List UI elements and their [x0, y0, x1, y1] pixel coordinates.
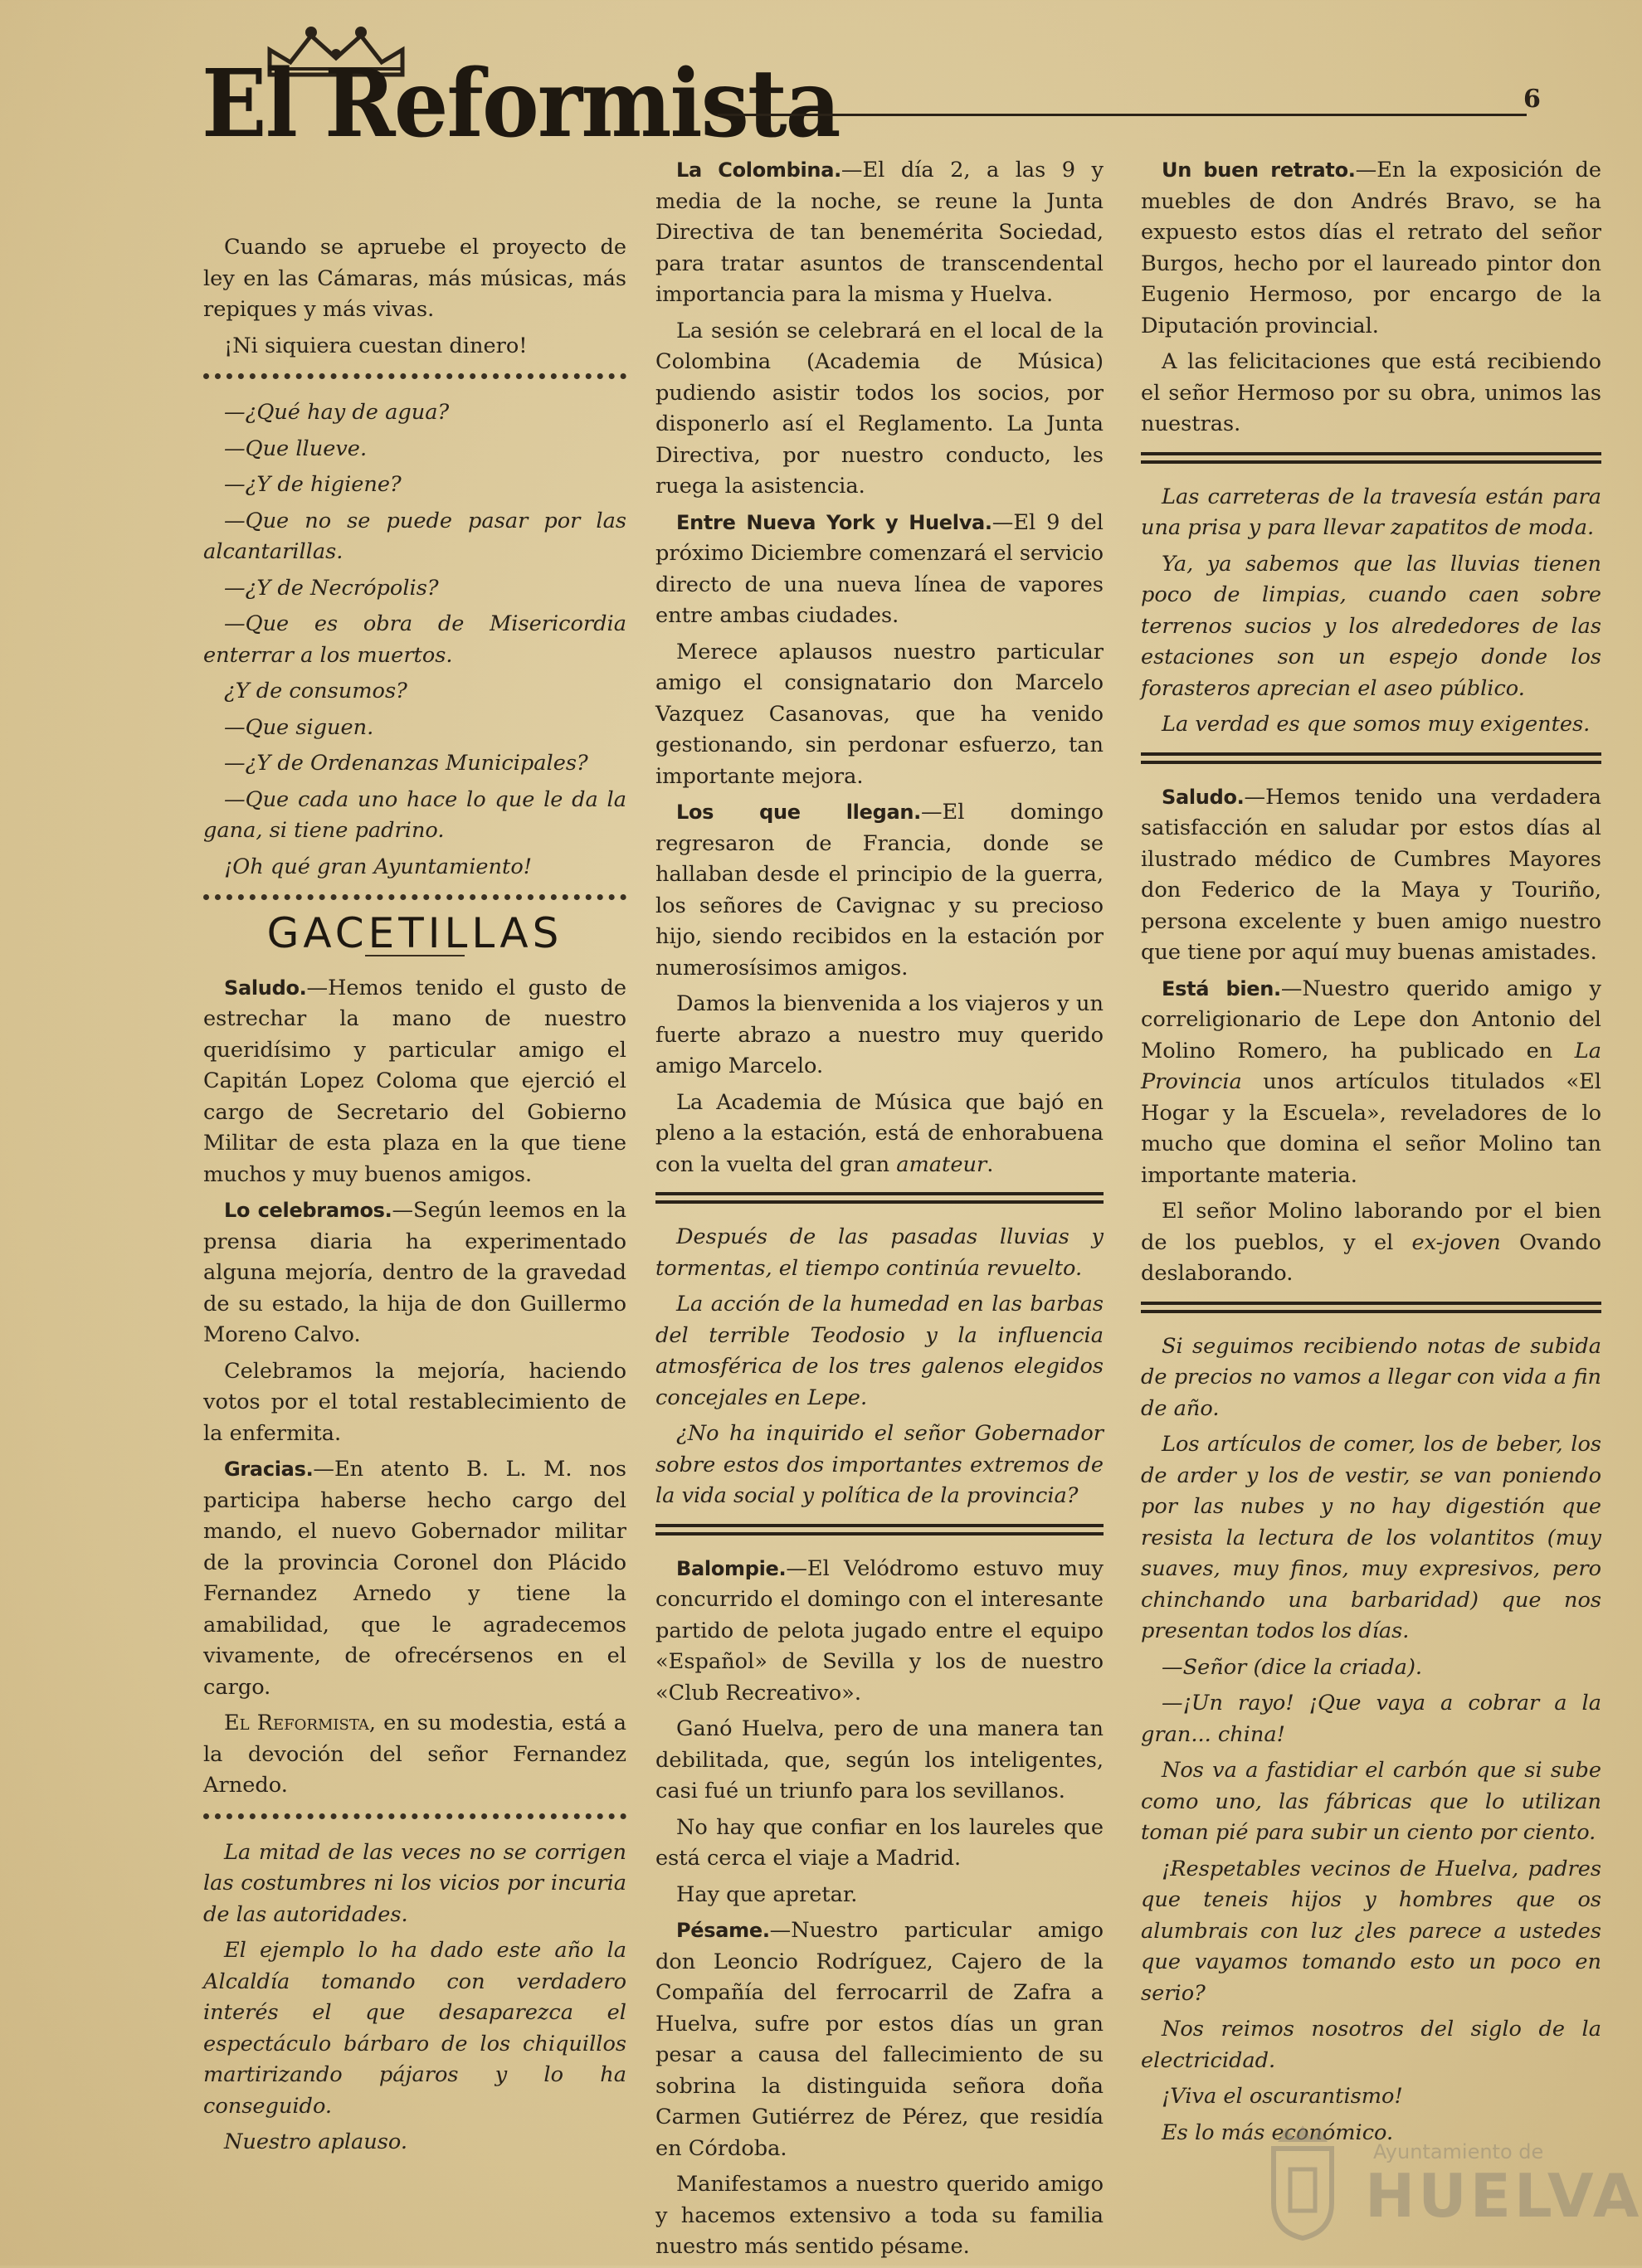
- closing-paragraph: Nuestro aplauso.: [224, 2129, 408, 2154]
- page-number: 6: [1523, 85, 1541, 114]
- dialogue-line: —Que llueve.: [224, 436, 368, 461]
- dotted-separator: [203, 1813, 626, 1819]
- article-saludo-2: Saludo.—Hemos tenido una verdadera satisfacción en saludar por estos días al ilustrado médico de Cumbres Mayores don Federico de la Maya y Touriño, persona excelente y buen amigo nuestro que tiene por aquí muy buenas amistades.: [1141, 784, 1601, 965]
- double-rule-separator: [1141, 752, 1601, 764]
- article-retrato: Un buen retrato.—En la exposición de muebles de don Andrés Bravo, se ha expuesto estos días el retrato del señor Burgos, hecho por el laureado pintor don Eugenio Hermoso, por encargo de la Diputación provincial.: [1141, 158, 1602, 338]
- dialogue-line: —Que siguen.: [224, 714, 374, 740]
- commentary-paragraph: La verdad es que somos muy exigentes.: [1162, 712, 1591, 737]
- dialogue-line: —Que es obra de Misericordia enterrar a los muertos.: [203, 611, 626, 668]
- intro-paragraph: ¡Ni siquiera cuestan dinero!: [224, 333, 528, 358]
- article-colombina: La Colombina.—El día 2, a las 9 y media de la noche, se reune la Junta Directiva de tan benemérita Sociedad, para tratar asuntos de transcendental importancia para la misma y Huelva.: [655, 158, 1104, 307]
- article-heading: Gracias.: [224, 1458, 314, 1481]
- article-paragraph: A las felicitaciones que está recibiendo el señor Hermoso por su obra, unimos las nuestras.: [1141, 349, 1601, 436]
- column-3: [1141, 155, 1601, 2154]
- dialogue-line: —Que no se puede pasar por las alcantarillas.: [203, 508, 626, 564]
- commentary-paragraph: —¡Un rayo! ¡Que vaya a cobrar a la gran... china!: [1141, 1691, 1601, 1747]
- watermark-line-1: Ayuntamiento de: [1373, 2140, 1544, 2163]
- column-1: [203, 232, 626, 2163]
- column-2: [655, 155, 1104, 2268]
- article-paragraph: Hay que apretar.: [676, 1881, 858, 1907]
- commentary-paragraph: Nos va a fastidiar el carbón que si sube como uno, las fábricas que lo utilizan toman pié para subir un ciento por ciento.: [1141, 1758, 1601, 1845]
- huelva-shield-icon: [1261, 2124, 1344, 2240]
- double-rule-separator: [1141, 452, 1601, 464]
- article-paragraph: Celebramos la mejoría, haciendo votos por el total restablecimiento de la enfermita.: [203, 1358, 626, 1446]
- article-paragraph: La Academia de Música que bajó en pleno a la estación, está de enhorabuena con la vuelta del gran amateur.: [655, 1089, 1104, 1177]
- commentary-paragraph: Nos reimos nosotros del siglo de la electricidad.: [1141, 2017, 1601, 2073]
- double-rule-separator: [655, 1524, 1104, 1536]
- commentary-paragraph: —Señor (dice la criada).: [1162, 1654, 1423, 1680]
- newspaper-title: El Reformista: [202, 50, 840, 158]
- article-saludo: Saludo.—Hemos tenido el gusto de estrechar la mano de nuestro queridísimo y particular amigo el Capitán Lopez Coloma que ejerció el cargo de Secretario del Gobierno Militar de esta plaza en la que tiene muchos y muy buenos amigos.: [203, 975, 626, 1187]
- article-nueva-york: Entre Nueva York y Huelva.—El 9 del próximo Diciembre comenzará el servicio directo de una nueva línea de vapores entre ambas ciudades.: [655, 509, 1104, 628]
- dialogue-line: —¿Y de Ordenanzas Municipales?: [224, 751, 588, 776]
- dialogue-line: ¿Y de consumos?: [224, 679, 407, 703]
- article-paragraph: El señor Molino laborando por el bien de los pueblos, y el ex-joven Ovando deslaborando.: [1141, 1199, 1601, 1286]
- dialogue-line: ¡Oh qué gran Ayuntamiento!: [224, 854, 533, 879]
- article-heading: Un buen retrato.: [1162, 158, 1356, 182]
- article-paragraph: El Reformista, en su modestia, está a la devoción del señor Fernandez Arnedo.: [203, 1711, 626, 1798]
- article-paragraph: No hay que confiar en los laureles que está cerca el viaje a Madrid.: [655, 1814, 1104, 1871]
- article-heading: Lo celebramos.: [224, 1199, 392, 1222]
- commentary-paragraph: Las carreteras de la travesía están para una prisa y para llevar zapatitos de moda.: [1141, 484, 1601, 540]
- article-heading: La Colombina.: [676, 158, 841, 182]
- commentary-paragraph: ¿No ha inquirido el señor Gobernador sobre estos dos importantes extremos de la vida social y política de la provincia?: [655, 1421, 1104, 1508]
- article-paragraph: Damos la bienvenida a los viajeros y un fuerte abrazo a nuestro muy querido amigo Marcelo.: [655, 991, 1104, 1078]
- dialogue-line: —¿Qué hay de agua?: [224, 400, 450, 425]
- article-heading: Pésame.: [676, 1919, 770, 1942]
- commentary-paragraph: Los artículos de comer, los de beber, los de arder y los de vestir, se van poniendo por las nubes y no hay digestión que resista la lectura de los volantitos (muy suaves, muy finos, muy expresivos, pero chinchando una barbaridad) que nos presentan todos los días.: [1141, 1432, 1601, 1643]
- article-heading: Está bien.: [1162, 976, 1281, 1000]
- dialogue-line: —¿Y de Necrópolis?: [224, 575, 439, 601]
- article-llegan: Los que llegan.—El domingo regresaron de Francia, donde se hallaban desde el principio de la guerra, los señores de Cavignac y su precioso hijo, siendo recibidos en la estación por numerosísimos amigos.: [655, 800, 1104, 981]
- dotted-separator: [203, 894, 626, 900]
- article-heading: Entre Nueva York y Huelva.: [676, 510, 992, 534]
- dotted-separator: [203, 373, 626, 379]
- commentary-paragraph: Es lo más económico.: [1162, 2120, 1394, 2145]
- intro-paragraph: Cuando se apruebe el proyecto de ley en las Cámaras, más músicas, más repiques y más vivas.: [203, 235, 626, 322]
- article-pesame: Pésame.—Nuestro particular amigo don Leoncio Rodríguez, Cajero de la Compañía del ferrocarril de Zafra a Huelva, sufre por estos días un gran pesar a causa del fallecimiento de su sobrina la distinguida señora doña Carmen Gutiérrez de Pérez, que residía en Córdoba.: [655, 1918, 1104, 2161]
- commentary-paragraph: Si seguimos recibiendo notas de subida de precios no vamos a llegar con vida a fin de año.: [1141, 1333, 1601, 1421]
- article-balompie: Balompie.—El Velódromo estuvo muy concurrido el domingo con el interesante partido de pelota jugado entre el equipo «Español» de Sevilla y los de nuestro «Club Recreativo».: [655, 1555, 1104, 1706]
- dialogue-line: —Que cada uno hace lo que le da la gana, si tiene padrino.: [203, 786, 626, 843]
- article-heading: Saludo.: [224, 976, 307, 1000]
- commentary-paragraph: La acción de la humedad en las barbas del terrible Teodosio y la influencia atmosférica de los tres galenos elegidos concejales en Lepe.: [655, 1292, 1104, 1410]
- article-heading: Los que llegan.: [676, 801, 921, 824]
- commentary-paragraph: ¡Viva el oscurantismo!: [1162, 2084, 1403, 2109]
- closing-paragraph: La mitad de las veces no se corrigen las costumbres ni los vicios por incuria de las autoridades.: [203, 1839, 626, 1927]
- watermark-line-2: HUELVA: [1365, 2161, 1642, 2231]
- article-celebramos: Lo celebramos.—Según leemos en la prensa diaria ha experimentado alguna mejoría, dentro de la gravedad de su estado, la hija de don Guillermo Moreno Calvo.: [203, 1198, 626, 1347]
- article-esta-bien: Está bien.—Nuestro querido amigo y correligionario de Lepe don Antonio del Molino Romero, ha publicado en La Provincia unos artículos titulados «El Hogar y la Escuela», reveladores de lo mucho que domina el señor Molino tan importante materia.: [1141, 976, 1601, 1188]
- commentary-paragraph: ¡Respetables vecinos de Huelva, padres que teneis hijos y hombres que os alumbrais con luz ¿les parece a ustedes que vayamos tomando esto un poco en serio?: [1141, 1856, 1601, 2006]
- article-heading: Balompie.: [676, 1556, 787, 1580]
- header-rule: [718, 114, 1527, 116]
- article-paragraph: Merece aplausos nuestro particular amigo el consignatario don Marcelo Vazquez Casanovas, que ha venido gestionando, sin perdonar esfuerzo, tan importante mejora.: [655, 639, 1104, 789]
- commentary-paragraph: Después de las pasadas lluvias y tormentas, el tiempo continúa revuelto.: [655, 1224, 1104, 1281]
- commentary-paragraph: Ya, ya sabemos que las lluvias tienen poco de limpias, cuando caen sobre terrenos sucios y los alrededores de las estaciones son un espejo donde los forasteros aprecian el aseo público.: [1141, 551, 1601, 701]
- article-paragraph: Manifestamos a nuestro querido amigo y hacemos extensivo a toda su familia nuestro más sentido pésame.: [655, 2172, 1104, 2259]
- double-rule-separator: [655, 1192, 1104, 1204]
- article-heading: Saludo.: [1162, 785, 1245, 809]
- closing-paragraph: El ejemplo lo ha dado este año la Alcaldía tomando con verdadero interés el que desaparezca el espectáculo bárbaro de los chiquillos martirizando pájaros y lo ha conseguido.: [203, 1938, 626, 2119]
- article-gracias: Gracias.—En atento B. L. M. nos participa haberse hecho cargo del mando, el nuevo Gobernador militar de la provincia Coronel don Plácido Fernandez Arnedo y tiene la amabilidad, que le agradecemos vivamente, de ofrecérsenos en el cargo.: [203, 1457, 626, 1700]
- double-rule-separator: [1141, 1302, 1601, 1313]
- article-paragraph: Ganó Huelva, pero de una manera tan debilitada, que, según los inteligentes, casi fué un triunfo para los sevillanos.: [655, 1716, 1104, 1803]
- article-paragraph: La sesión se celebrará en el local de la Colombina (Academia de Música) pudiendo asistir todos los socios, por disponerlo así el Reglamento. La Junta Directiva, por nuestro conducto, les ruega la asistencia.: [655, 318, 1104, 499]
- archive-watermark: [1261, 2124, 1642, 2248]
- section-title: GACETILLAS: [266, 909, 563, 957]
- dialogue-line: —¿Y de higiene?: [224, 472, 402, 497]
